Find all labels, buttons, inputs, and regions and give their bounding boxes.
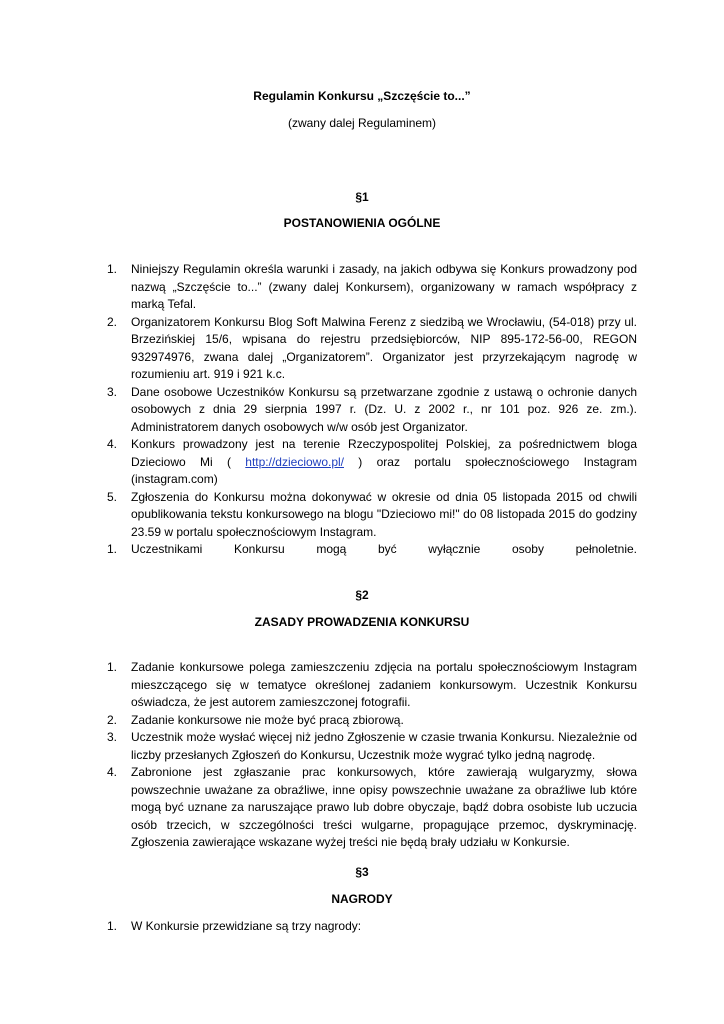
list-item: 4. Zabronione jest zgłaszanie prac konkursowych, które zawierają wulgaryzmy, słowa powszechnie uważane za obraźliwe, inne opisy powszechnie uważane za obraźliwe lub które mogą być uznane za naruszające prawo lub dobre obyczaje, bądź dobra osobiste lub uczucia osób trzecich, w szczególności treści wulgarne, propagujące przemoc, dyskryminację. Zgłoszenia zawierające wskazane wyżej treści nie będą brały udziału w Konkursie.: [107, 765, 637, 849]
list-item: 1. Niniejszy Regulamin określa warunki i zasady, na jakich odbywa się Konkurs prowadzony pod nazwą „Szczęście to...” (zwany dalej Konkursem), organizowany w ramach współpracy z marką Tefal.: [107, 262, 637, 311]
list-item: 1. Zadanie konkursowe polega zamieszczeniu zdjęcia na portalu społecznościowym Instagram mieszczącego się w tematyce określonej zadaniem konkursowym. Uczestnik Konkursu oświadcza, że jest autorem zamieszczonej fotografii.: [107, 660, 637, 709]
section-2-list: [107, 659, 637, 852]
list-item: 2. Organizatorem Konkursu Blog Soft Malwina Ferenz z siedzibą we Wrocławiu, (54-018) przy ul. Brzezińskiej 15/6, wpisana do rejestru przedsiębiorców, NIP 895-172-56-00, REGON 932974976, zwana dalej „Organizatorem”. Organizator jest przyrzekającym nagrodę w rozumieniu art. 919 i 921 k.c.: [107, 314, 637, 381]
document-title: Regulamin Konkursu „Szczęście to...”: [253, 89, 471, 103]
list-item: 1. Uczestnikami Konkursu mogą być wyłącznie osoby pełnoletnie.: [107, 542, 637, 556]
document-subtitle: (zwany dalej Regulaminem): [287, 116, 437, 130]
section-2-heading: ZASADY PROWADZENIA KONKURSU: [254, 615, 470, 629]
section-1-heading: POSTANOWIENIA OGÓLNE: [283, 216, 441, 230]
section-2-number: §2: [355, 588, 369, 602]
list-item: 5. Zgłoszenia do Konkursu można dokonywać w okresie od dnia 05 listopada 2015 od chwili opublikowania tekstu konkursowego na blogu "Dzieciowo mi!" do 08 listopada 2015 do godziny 23.59 w portalu społecznościowym Instagram.: [107, 489, 637, 539]
section-1-number: §1: [355, 190, 369, 204]
list-item: 3. Uczestnik może wysłać więcej niż jedno Zgłoszenie w czasie trwania Konkursu. Niezależnie od liczby przesłanych Zgłoszeń do Konkursu, Uczestnik może wygrać tylko jedną nagrodę.: [107, 730, 637, 762]
section-1-list: [107, 261, 637, 559]
section-3-heading: NAGRODY: [331, 892, 393, 906]
blog-link[interactable]: http://dzieciowo.pl/: [245, 454, 344, 469]
section-3-list: [107, 918, 637, 936]
list-item: 4. Konkurs prowadzony jest na terenie Rzeczypospolitej Polskiej, za pośrednictwem bloga Dzieciowo Mi ( http://dzieciowo.pl/ ) oraz portalu społecznościowego Instagram (instagram.com): [107, 437, 637, 486]
list-item: 1. W Konkursie przewidziane są trzy nagrody:: [107, 919, 362, 933]
section-3-number: §3: [355, 865, 369, 879]
list-item: 3. Dane osobowe Uczestników Konkursu są przetwarzane zgodnie z ustawą o ochronie danych osobowych z dnia 29 sierpnia 1997 r. (Dz. U. z 2002 r., nr 101 poz. 926 ze. zm.). Administratorem danych osobowych w/w osób jest Organizator.: [107, 384, 637, 434]
list-item: 2. Zadanie konkursowe nie może być pracą zbiorową.: [107, 712, 404, 727]
